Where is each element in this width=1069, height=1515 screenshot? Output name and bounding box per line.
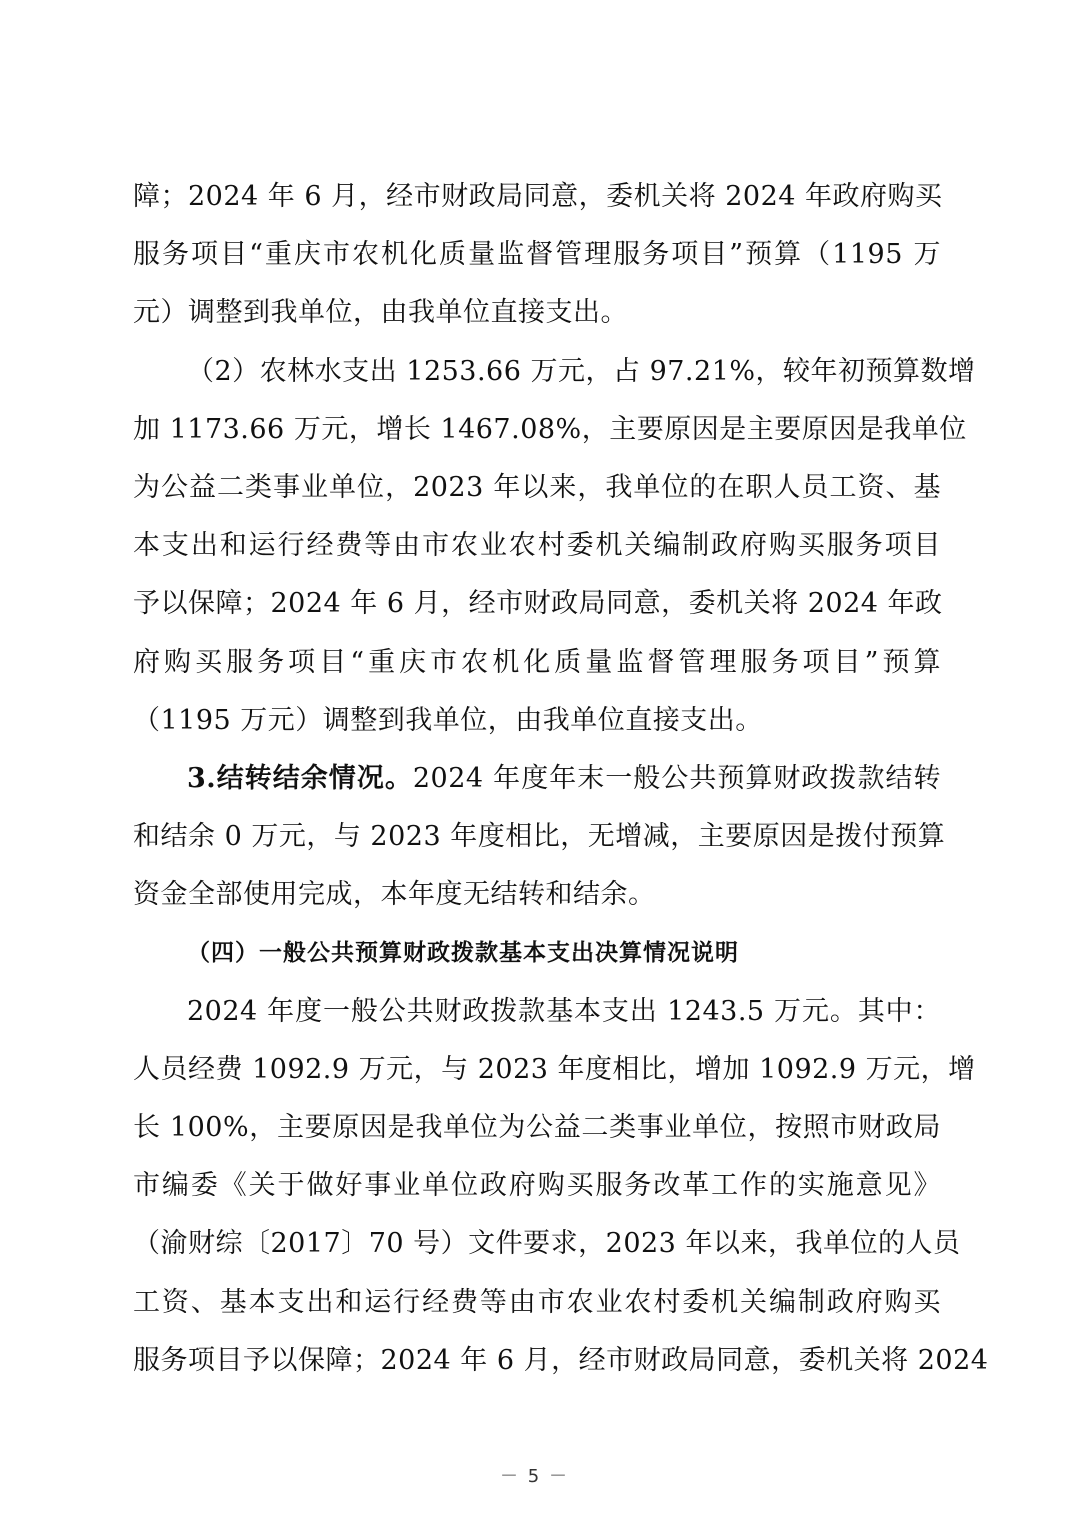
line-text: 予以保障；2024 年 6 月，经市财政局同意，委机关将 2024 年政 xyxy=(133,588,943,620)
line-text: 2024 年度年末一般公共预算财政拨款结转 xyxy=(412,762,941,794)
text-line xyxy=(133,343,976,401)
line-text: 资金全部使用完成，本年度无结转和结余。 xyxy=(133,879,656,911)
line-text: （2）农林水支出 1253.66 万元，占 97.21%，较年初预算数增 xyxy=(187,355,976,387)
text-line xyxy=(133,1215,961,1273)
text-line xyxy=(133,575,941,633)
line-text: （1195 万元）调整到我单位，由我单位直接支出。 xyxy=(133,704,763,736)
section-heading xyxy=(133,924,941,982)
page-number: － 5 － xyxy=(500,1466,569,1487)
text-line xyxy=(133,692,941,750)
bold-lead-text: 3.结转结余情况。 xyxy=(187,762,413,794)
line-text: 人员经费 1092.9 万元，与 2023 年度相比，增加 1092.9 万元，增 xyxy=(133,1053,976,1085)
line-text: 服务项目予以保障；2024 年 6 月，经市财政局同意，委机关将 2024 xyxy=(133,1344,989,1376)
text-line xyxy=(133,168,941,226)
text-line xyxy=(133,750,941,808)
line-text: 府购买服务项目“重庆市农机化质量监督管理服务项目”预算 xyxy=(133,646,941,678)
line-text: （渝财综〔2017〕70 号）文件要求，2023 年以来，我单位的人员 xyxy=(133,1228,961,1260)
text-line xyxy=(133,226,941,284)
text-line xyxy=(133,983,941,1041)
line-text: 元）调整到我单位，由我单位直接支出。 xyxy=(133,297,628,329)
line-text: 本支出和运行经费等由市农业农村委机关编制政府购买服务项目 xyxy=(133,530,941,562)
text-line xyxy=(133,808,946,866)
text-line xyxy=(133,634,941,692)
line-text: 长 100%，主要原因是我单位为公益二类事业单位，按照市财政局 xyxy=(133,1112,941,1143)
line-text: 障；2024 年 6 月，经市财政局同意，委机关将 2024 年政府购买 xyxy=(133,181,943,212)
line-text: （四）一般公共预算财政拨款基本支出决算情况说明 xyxy=(187,940,739,967)
text-line xyxy=(133,1274,941,1332)
line-text: 2024 年度一般公共财政拨款基本支出 1243.5 万元。其中： xyxy=(187,995,941,1027)
text-line xyxy=(133,1157,941,1215)
text-line xyxy=(133,284,941,342)
text-line xyxy=(133,459,941,517)
body-text xyxy=(133,168,989,1390)
text-line xyxy=(133,517,941,575)
line-text: 为公益二类事业单位，2023 年以来，我单位的在职人员工资、基 xyxy=(133,471,941,503)
text-line xyxy=(133,401,967,459)
text-line xyxy=(133,1332,989,1390)
text-line xyxy=(133,866,941,924)
text-line xyxy=(133,1099,941,1157)
line-text: 服务项目“重庆市农机化质量监督管理服务项目”预算（1195 万 xyxy=(133,239,941,271)
text-line xyxy=(133,1041,976,1099)
line-text: 工资、基本支出和运行经费等由市农业农村委机关编制政府购买 xyxy=(133,1286,941,1318)
line-text: 加 1173.66 万元，增长 1467.08%，主要原因是主要原因是我单位 xyxy=(133,413,967,445)
line-text: 市编委《关于做好事业单位政府购买服务改革工作的实施意见》 xyxy=(133,1170,941,1202)
line-text: 和结余 0 万元，与 2023 年度相比，无增减，主要原因是拨付预算 xyxy=(133,821,946,853)
